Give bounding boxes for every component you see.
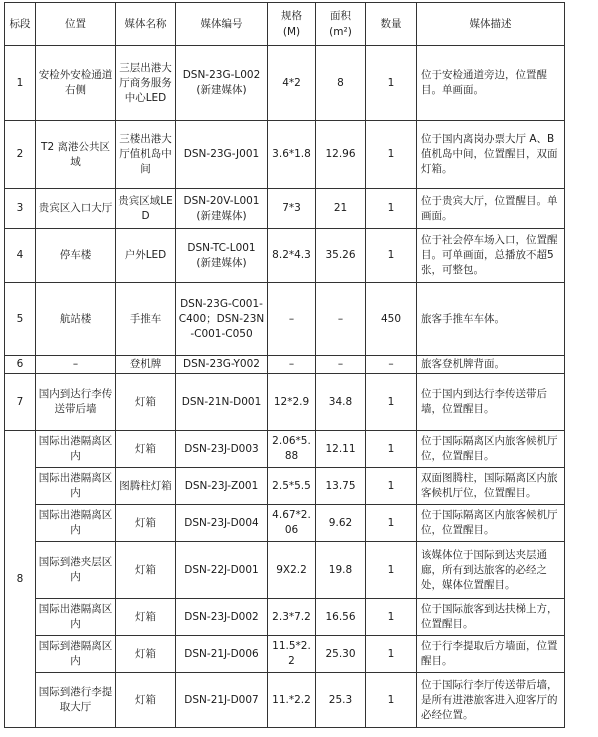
cell-section: 7 xyxy=(5,374,36,431)
header-media-code: 媒体编号 xyxy=(176,3,268,46)
header-media-name: 媒体名称 xyxy=(116,3,176,46)
cell-location: 国际出港隔离区内 xyxy=(36,599,116,636)
cell-desc: 位于贵宾大厅，位置醒目。单画面。 xyxy=(417,189,565,229)
header-location: 位置 xyxy=(36,3,116,46)
cell-area: 12.11 xyxy=(316,431,366,468)
cell-spec: 4*2 xyxy=(268,46,316,121)
cell-qty: 1 xyxy=(366,189,417,229)
cell-area: 9.62 xyxy=(316,505,366,542)
cell-location: 国际出港隔离区内 xyxy=(36,468,116,505)
cell-media-code: DSN-23G-Y002 xyxy=(176,356,268,374)
cell-media-code: DSN-21J-D007 xyxy=(176,673,268,728)
cell-desc: 位于国内到达行李传送带后墙，位置醒目。 xyxy=(417,374,565,431)
cell-qty: 1 xyxy=(366,431,417,468)
cell-area: – xyxy=(316,356,366,374)
cell-location: 国际到港夹层区内 xyxy=(36,542,116,599)
cell-area: 34.8 xyxy=(316,374,366,431)
cell-area: 19.8 xyxy=(316,542,366,599)
cell-desc: 该媒体位于国际到达夹层通廊，所有到达旅客的必经之处，媒体位置醒目。 xyxy=(417,542,565,599)
cell-qty: 1 xyxy=(366,636,417,673)
cell-qty: 1 xyxy=(366,374,417,431)
cell-area: 35.26 xyxy=(316,229,366,283)
table-row xyxy=(5,431,565,468)
cell-qty: 1 xyxy=(366,121,417,189)
cell-location: T2 离港公共区域 xyxy=(36,121,116,189)
table-row xyxy=(5,468,565,505)
cell-spec: 3.6*1.8 xyxy=(268,121,316,189)
cell-qty: 1 xyxy=(366,599,417,636)
cell-media-code: DSN-23G-L002 (新建媒体) xyxy=(176,46,268,121)
cell-spec: 2.3*7.2 xyxy=(268,599,316,636)
cell-spec: – xyxy=(268,356,316,374)
cell-desc: 位于社会停车场入口，位置醒目。可单画面，总播放不超5张，可整包。 xyxy=(417,229,565,283)
header-area: 面积 (m²) xyxy=(316,3,366,46)
cell-media-code: DSN-20V-L001 (新建媒体) xyxy=(176,189,268,229)
cell-media-name: 灯箱 xyxy=(116,636,176,673)
header-spec: 规格 (M) xyxy=(268,3,316,46)
cell-section: 8 xyxy=(5,431,36,728)
cell-qty: 1 xyxy=(366,505,417,542)
cell-media-name: 灯箱 xyxy=(116,505,176,542)
cell-area: 8 xyxy=(316,46,366,121)
cell-media-name: 手推车 xyxy=(116,283,176,356)
cell-spec: 8.2*4.3 xyxy=(268,229,316,283)
cell-desc: 位于国际旅客到达扶梯上方，位置醒目。 xyxy=(417,599,565,636)
header-section: 标段 xyxy=(5,3,36,46)
cell-qty: – xyxy=(366,356,417,374)
cell-spec: 11.*2.2 xyxy=(268,673,316,728)
table-row xyxy=(5,189,565,229)
cell-qty: 1 xyxy=(366,468,417,505)
cell-location: 停车楼 xyxy=(36,229,116,283)
cell-area: 25.3 xyxy=(316,673,366,728)
cell-qty: 1 xyxy=(366,542,417,599)
table-row xyxy=(5,542,565,599)
cell-section: 2 xyxy=(5,121,36,189)
cell-area: 16.56 xyxy=(316,599,366,636)
cell-desc: 位于国内离岗办票大厅 A、B 值机岛中间，位置醒目，双面灯箱。 xyxy=(417,121,565,189)
cell-area: 12.96 xyxy=(316,121,366,189)
cell-desc: 位于国际隔离区内旅客候机厅位，位置醒目。 xyxy=(417,431,565,468)
table-row xyxy=(5,599,565,636)
cell-media-code: DSN-23J-D002 xyxy=(176,599,268,636)
cell-qty: 1 xyxy=(366,673,417,728)
table-row xyxy=(5,673,565,728)
cell-media-name: 登机牌 xyxy=(116,356,176,374)
cell-media-name: 灯箱 xyxy=(116,431,176,468)
cell-media-name: 灯箱 xyxy=(116,599,176,636)
cell-location: 国际到港行李提取大厅 xyxy=(36,673,116,728)
cell-location: 国际出港隔离区内 xyxy=(36,505,116,542)
cell-media-name: 灯箱 xyxy=(116,673,176,728)
cell-location: – xyxy=(36,356,116,374)
cell-desc: 旅客登机牌背面。 xyxy=(417,356,565,374)
header-desc: 媒体描述 xyxy=(417,3,565,46)
cell-location: 国际出港隔离区内 xyxy=(36,431,116,468)
cell-spec: 12*2.9 xyxy=(268,374,316,431)
cell-desc: 位于国际行李厅传送带后墙，是所有进港旅客进入迎客厅的必经位置。 xyxy=(417,673,565,728)
table-row xyxy=(5,636,565,673)
cell-qty: 1 xyxy=(366,229,417,283)
table-row xyxy=(5,283,565,356)
cell-qty: 450 xyxy=(366,283,417,356)
cell-media-name: 三层出港大厅商务服务中心LED xyxy=(116,46,176,121)
cell-media-code: DSN-23J-D003 xyxy=(176,431,268,468)
cell-location: 航站楼 xyxy=(36,283,116,356)
cell-media-code: DSN-22J-D001 xyxy=(176,542,268,599)
cell-area: 21 xyxy=(316,189,366,229)
cell-desc: 位于行李提取后方墙面，位置醒目。 xyxy=(417,636,565,673)
table-row xyxy=(5,121,565,189)
media-table-sheet xyxy=(4,2,565,728)
cell-section: 6 xyxy=(5,356,36,374)
cell-media-code: DSN-23J-Z001 xyxy=(176,468,268,505)
cell-spec: 7*3 xyxy=(268,189,316,229)
cell-spec: 2.5*5.5 xyxy=(268,468,316,505)
cell-area: 25.30 xyxy=(316,636,366,673)
cell-desc: 位于安检通道旁边，位置醒目。单画面。 xyxy=(417,46,565,121)
cell-spec: 9X2.2 xyxy=(268,542,316,599)
cell-section: 4 xyxy=(5,229,36,283)
cell-section: 3 xyxy=(5,189,36,229)
header-qty: 数量 xyxy=(366,3,417,46)
cell-media-code: DSN-TC-L001 (新建媒体) xyxy=(176,229,268,283)
cell-media-name: 贵宾区域LED xyxy=(116,189,176,229)
table-row xyxy=(5,374,565,431)
header-row xyxy=(5,3,565,46)
cell-location: 国内到达行李传送带后墙 xyxy=(36,374,116,431)
cell-qty: 1 xyxy=(366,46,417,121)
cell-spec: 11.5*2.2 xyxy=(268,636,316,673)
cell-media-code: DSN-21J-D006 xyxy=(176,636,268,673)
cell-media-code: DSN-23G-J001 xyxy=(176,121,268,189)
cell-desc: 旅客手推车车体。 xyxy=(417,283,565,356)
cell-desc: 双面图腾柱，国际隔离区内旅客候机厅位，位置醒目。 xyxy=(417,468,565,505)
cell-media-code: DSN-23G-C001-C400；DSN-23N-C001-C050 xyxy=(176,283,268,356)
table-row xyxy=(5,356,565,374)
table-row xyxy=(5,505,565,542)
cell-spec: – xyxy=(268,283,316,356)
cell-media-name: 灯箱 xyxy=(116,542,176,599)
cell-media-name: 三楼出港大厅值机岛中间 xyxy=(116,121,176,189)
cell-location: 贵宾区入口大厅 xyxy=(36,189,116,229)
cell-spec: 4.67*2.06 xyxy=(268,505,316,542)
media-table xyxy=(4,2,565,728)
cell-media-name: 灯箱 xyxy=(116,374,176,431)
cell-media-code: DSN-23J-D004 xyxy=(176,505,268,542)
cell-area: – xyxy=(316,283,366,356)
cell-spec: 2.06*5.88 xyxy=(268,431,316,468)
cell-area: 13.75 xyxy=(316,468,366,505)
table-row xyxy=(5,229,565,283)
cell-media-name: 户外LED xyxy=(116,229,176,283)
cell-section: 5 xyxy=(5,283,36,356)
cell-location: 安检外安检通道右侧 xyxy=(36,46,116,121)
table-row xyxy=(5,46,565,121)
cell-location: 国际到港隔离区内 xyxy=(36,636,116,673)
cell-desc: 位于国际隔离区内旅客候机厅位，位置醒目。 xyxy=(417,505,565,542)
cell-media-code: DSN-21N-D001 xyxy=(176,374,268,431)
cell-media-name: 图腾柱灯箱 xyxy=(116,468,176,505)
cell-section: 1 xyxy=(5,46,36,121)
